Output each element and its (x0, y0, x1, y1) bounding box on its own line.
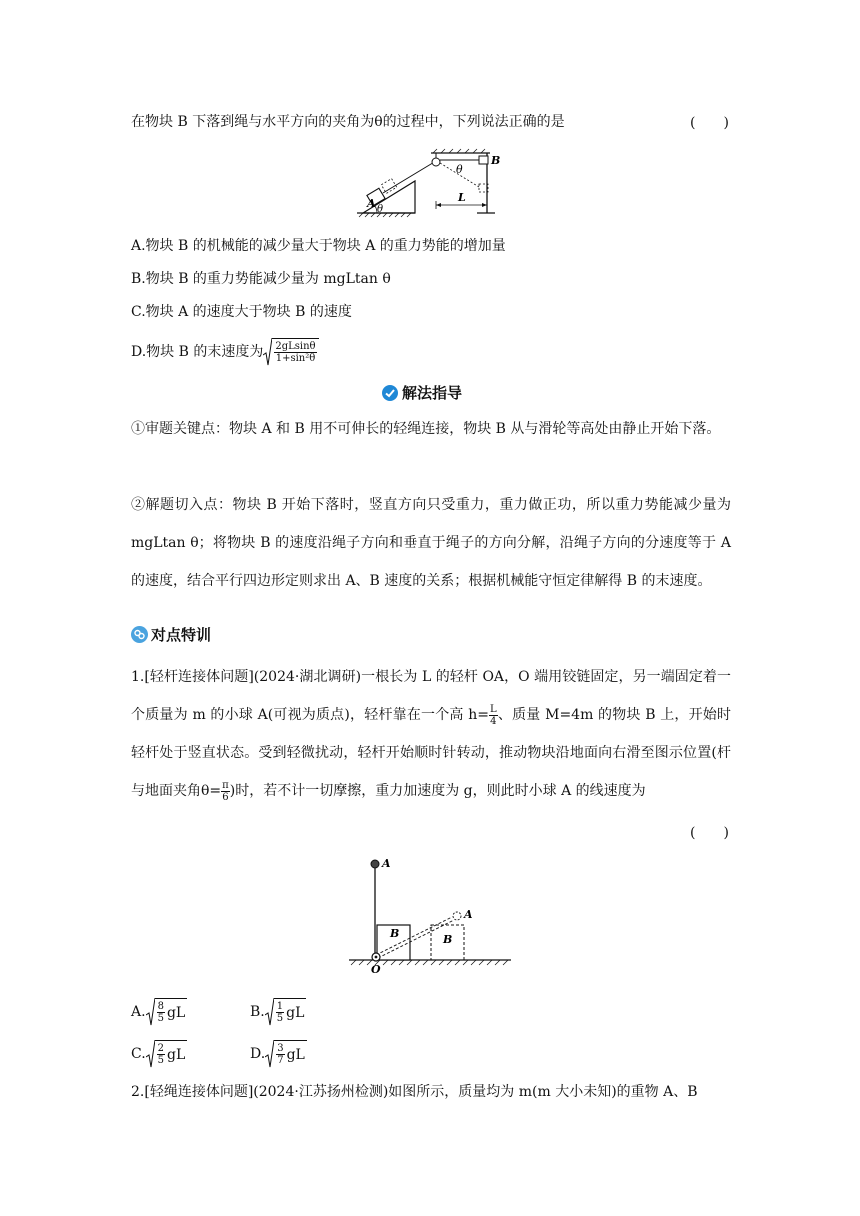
radical-icon (146, 998, 155, 1026)
q1-option-c: C. $\frac{2}{5}$ gL (131, 1040, 187, 1068)
option-b: B.物块 B 的重力势能减少量为 mgLtan θ (131, 271, 391, 287)
link-badge-icon (131, 626, 148, 643)
option-d-denominator: 1+sin²θ (275, 353, 316, 364)
option-d-prefix: D.物块 B 的末速度为 (131, 344, 264, 360)
guide-heading (382, 382, 462, 403)
label-l: L (458, 191, 466, 204)
option-c: C.物块 A 的速度大于物块 B 的速度 (131, 304, 352, 320)
guide-point-1: ①审题关键点：物块 A 和 B 用不可伸长的轻绳连接，物块 B 从与滑轮等高处由静止开始下落。 (131, 421, 721, 437)
guide-point-2: ②解题切入点：物块 B 开始下落时，竖直方向只受重力，重力做正功，所以重力势能减少量为 mgLtan θ；将物块 B 的速度沿绳子方向和垂直于绳子的方向分解，沿绳子方向的分速度等于 A 的速度，结合平行四边形定则求出 A、B 速度的关系；根据机械能守恒定律解得 B 的末速度。 (131, 497, 731, 589)
figure-incline-pulley (355, 143, 505, 218)
q1-option-b: B. $\frac{1}{5}$ gL (250, 998, 306, 1026)
radical-icon (146, 1040, 155, 1068)
option-a: A.物块 B 的机械能的减少量大于物块 A 的重力势能的增加量 (131, 238, 506, 254)
label-a-tilt: A (464, 908, 473, 921)
guide-title: 解法指导 (402, 384, 463, 402)
training-heading (131, 624, 211, 645)
label-a-top: A (382, 857, 391, 870)
label-theta-left: θ (377, 204, 384, 215)
q1-option-d: D. $\frac{3}{7}$ gL (250, 1040, 307, 1068)
figure-rod-block (345, 855, 515, 975)
radical-icon (265, 1040, 274, 1068)
option-d-numerator: 2gLsinθ (275, 341, 316, 352)
training-title: 对点特训 (151, 626, 212, 644)
sqrt-expression (263, 338, 318, 366)
label-a: A (367, 197, 376, 210)
option-d (131, 338, 319, 366)
question-2: 2.[轻绳连接体问题](2024·江苏扬州检测)如图所示，质量均为 m(m 大小未知)的重物 A、B (131, 1084, 698, 1100)
radical-icon (263, 338, 272, 366)
answer-paren: ( ) (690, 115, 729, 131)
answer-paren-q1: ( ) (690, 825, 729, 841)
label-o: O (371, 963, 381, 975)
label-b-right: B (443, 933, 453, 946)
q1-option-a: A. $\frac{8}{5}$ gL (131, 998, 187, 1026)
radical-icon (265, 998, 274, 1026)
label-theta-top: θ (456, 163, 463, 176)
question-intro: 在物块 B 下落到绳与水平方向的夹角为θ的过程中，下列说法正确的是 (131, 114, 565, 130)
question-1: 1.[轻杆连接体问题](2024·湖北调研)一根长为 L 的轻杆 OA，O 端用铰链固定，另一端固定着一个质量为 m 的小球 A(可视为质点)，轻杆靠在一个高 h= $\frac{L}{4}$ 、质量 M=4m 的物块 B 上，开始时轻杆处于竖直状态。受到轻微扰动，轻杆开始顺时针转动，推动物块沿地面向右滑至图示位置(杆与地面夹角θ= $\frac{\pi}{6}$ )时，若不计一切摩擦，重力加速度为 g，则此时小球 A 的线速度为 (131, 669, 731, 803)
label-b: B (491, 154, 501, 167)
check-circle-icon (382, 385, 398, 401)
label-b-left: B (390, 927, 400, 940)
